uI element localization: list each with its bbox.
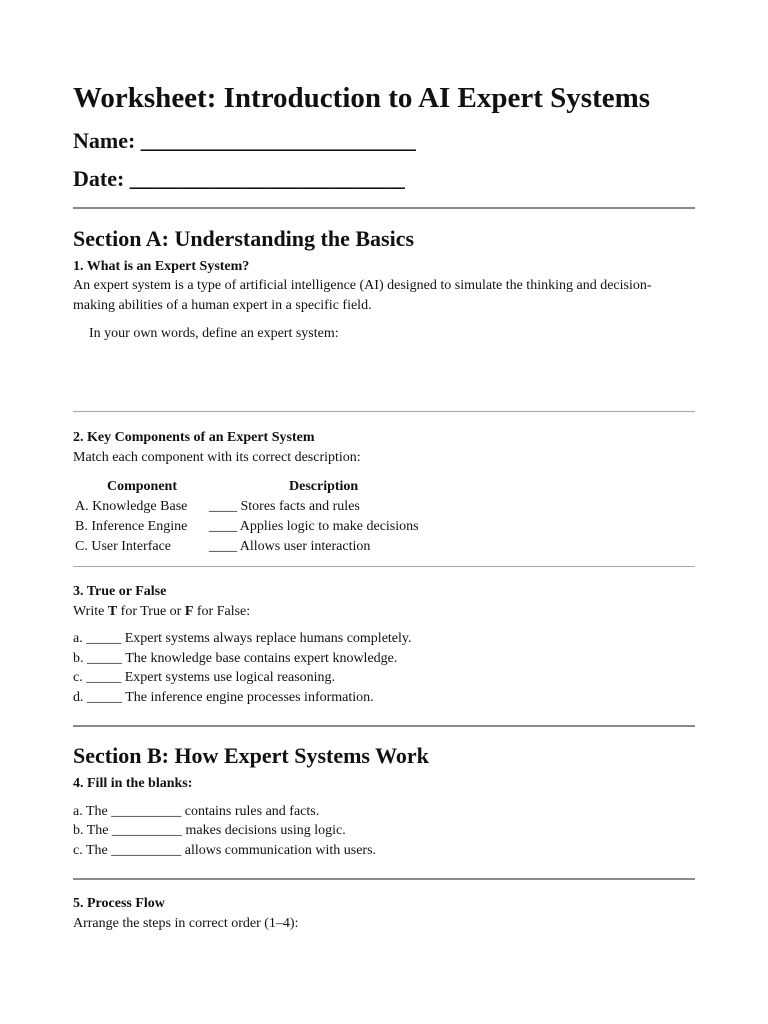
- matching-table: [73, 477, 473, 557]
- table-row: [73, 517, 473, 537]
- tf-item[interactable]: b. _____ The knowledge base contains expert knowledge.: [73, 651, 398, 666]
- q5-heading: 5. Process Flow: [73, 896, 165, 911]
- component-cell: C. User Interface: [75, 539, 172, 554]
- fill-blank-item[interactable]: a. The __________ contains rules and facts.: [73, 804, 320, 819]
- worksheet-title: Worksheet: Introduction to AI Expert Systems: [73, 82, 651, 114]
- date-field[interactable]: Date: _________________________: [73, 166, 405, 191]
- divider: [73, 725, 695, 727]
- tf-item[interactable]: a. _____ Expert systems always replace humans completely.: [73, 631, 412, 646]
- q2-heading: 2. Key Components of an Expert System: [73, 430, 315, 445]
- q1-heading: 1. What is an Expert System?: [73, 259, 250, 274]
- divider: [73, 207, 695, 209]
- fill-blank-item[interactable]: b. The __________ makes decisions using logic.: [73, 823, 346, 838]
- q1-prompt: In your own words, define an expert system:: [89, 326, 339, 341]
- fill-blank-item[interactable]: c. The __________ allows communication with users.: [73, 843, 377, 858]
- tf-item[interactable]: c. _____ Expert systems use logical reasoning.: [73, 670, 336, 685]
- q4-heading: 4. Fill in the blanks:: [73, 776, 193, 791]
- true-letter: T: [107, 604, 118, 619]
- table-row: [73, 537, 473, 557]
- q2-instruction: Match each component with its correct description:: [73, 450, 361, 465]
- column-header-component: Component: [106, 479, 177, 494]
- false-letter: F: [184, 604, 194, 619]
- tf-item[interactable]: d. _____ The inference engine processes information.: [73, 690, 374, 705]
- answer-line: [73, 411, 695, 412]
- instruction-text: for True or: [117, 604, 185, 619]
- description-cell[interactable]: ____ Allows user interaction: [209, 539, 371, 554]
- component-cell: B. Inference Engine: [75, 519, 188, 534]
- table-row: [73, 497, 473, 517]
- column-header-description: Description: [289, 479, 359, 494]
- component-cell: A. Knowledge Base: [75, 499, 188, 514]
- table-header: [73, 477, 473, 497]
- name-field[interactable]: Name: _________________________: [73, 128, 416, 153]
- instruction-text: for False:: [193, 604, 251, 619]
- description-cell[interactable]: ____ Stores facts and rules: [209, 499, 360, 514]
- section-a-heading: Section A: Understanding the Basics: [73, 226, 415, 251]
- section-b-heading: Section B: How Expert Systems Work: [73, 743, 429, 768]
- q1-description: An expert system is a type of artificial intelligence (AI) designed to simulate the thinking and decision-making abilities of a human expert in a specific field.: [73, 278, 652, 313]
- q3-heading: 3. True or False: [73, 584, 167, 599]
- divider: [73, 878, 695, 880]
- divider: [73, 566, 695, 567]
- q5-instruction: Arrange the steps in correct order (1–4):: [73, 916, 299, 931]
- instruction-text: Write: [73, 604, 108, 619]
- q3-instruction: [73, 602, 250, 622]
- description-cell[interactable]: ____ Applies logic to make decisions: [209, 519, 419, 534]
